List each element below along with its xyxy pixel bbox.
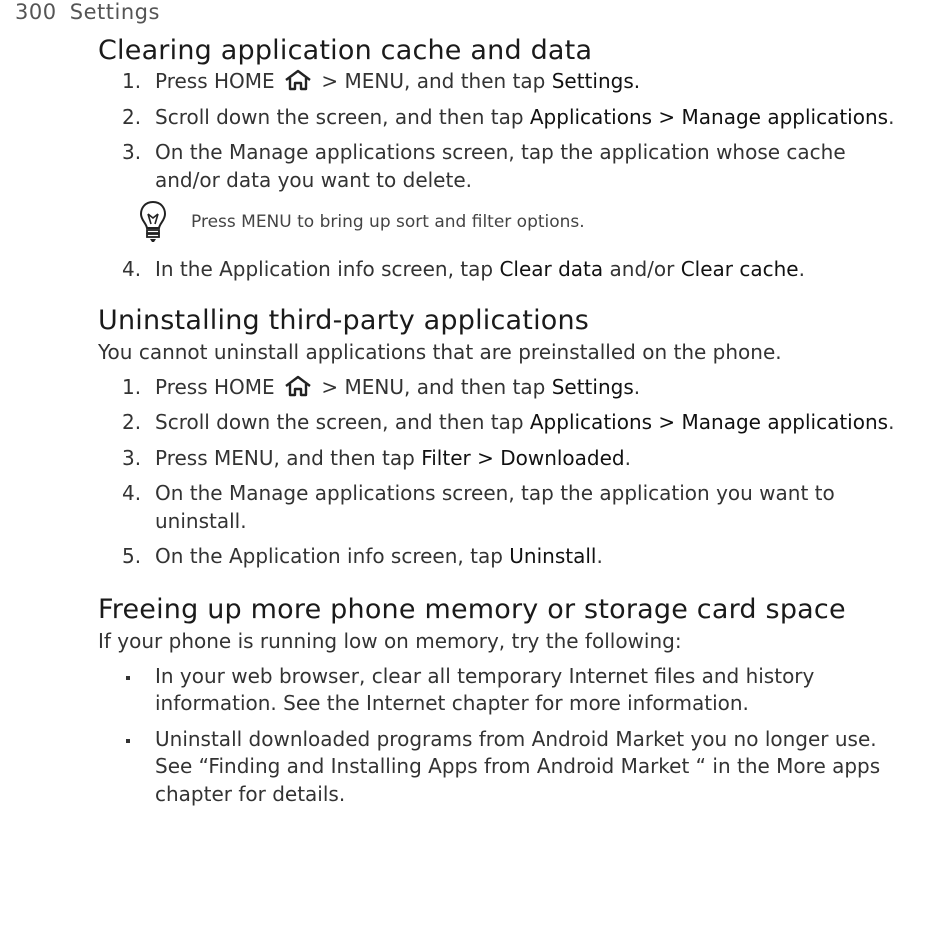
step-text: . (888, 104, 895, 129)
step-text: On the Application info screen, tap (155, 544, 510, 568)
step-number: 4. (122, 257, 142, 281)
step-text: In the Application info screen, tap (155, 257, 500, 281)
step-item (98, 139, 908, 194)
step-text: Press HOME (155, 69, 275, 93)
step-number: 4. (122, 481, 142, 505)
bullet-text: Uninstall downloaded programs from Android Market you no longer use. See “Finding and Installing Apps from Android Market “ in the More apps chapter for details. (155, 726, 881, 806)
step-number: 2. (122, 410, 142, 434)
steps-list-clearing-cache (98, 68, 908, 194)
step-text: and/or (603, 257, 681, 281)
page-number: 300 (15, 0, 57, 24)
ui-term: Applications > Manage applications (529, 410, 889, 434)
step-text: Scroll down the screen, and then tap (155, 104, 530, 129)
bullet-text: In your web browser, clear all temporary Internet files and history information. See the Internet chapter for more information. (155, 663, 815, 715)
step-item (98, 374, 908, 402)
steps-list-clearing-cache-cont (98, 256, 908, 284)
section-intro: You cannot uninstall applications that are preinstalled on the phone. (98, 339, 782, 364)
tip-text: Press MENU to bring up sort and filter options. (191, 212, 585, 232)
bullet-item (98, 726, 908, 809)
steps-list-uninstalling (98, 374, 908, 571)
section-heading-freeing-memory: Freeing up more phone memory or storage card space (98, 593, 846, 625)
step-text: . (624, 445, 631, 470)
step-item (98, 256, 908, 284)
ui-term: Clear data (499, 257, 604, 281)
step-number: 2. (122, 104, 142, 129)
bullets-list-freeing-memory (98, 663, 908, 809)
step-text: . (888, 410, 895, 434)
chapter-title: Settings (69, 0, 160, 24)
bullet-marker (126, 676, 130, 680)
step-text: > MENU, and then tap (315, 374, 552, 399)
bullet-item (98, 663, 908, 718)
step-item (98, 445, 908, 473)
step-item (98, 68, 908, 96)
tip-box (98, 200, 908, 250)
step-number: 3. (122, 140, 142, 164)
step-item (98, 104, 908, 132)
ui-term: Clear cache (680, 257, 799, 281)
step-text: Press HOME (155, 374, 275, 399)
section-heading-clearing-cache: Clearing application cache and data (98, 35, 593, 66)
home-icon (283, 69, 313, 91)
step-text: On the Manage applications screen, tap the application you want to uninstall. (155, 481, 835, 533)
step-number: 3. (122, 445, 142, 470)
bullet-marker (126, 739, 130, 743)
step-text: On the Manage applications screen, tap the application whose cache and/or data you want to delete. (155, 140, 846, 192)
running-head (15, 0, 160, 24)
step-number: 1. (122, 69, 142, 93)
section-heading-uninstalling: Uninstalling third-party applications (98, 304, 590, 336)
step-item (98, 409, 908, 437)
step-text: > MENU, and then tap (315, 69, 552, 93)
step-text: Scroll down the screen, and then tap (155, 410, 530, 434)
step-item (98, 543, 908, 571)
step-number: 1. (122, 374, 142, 399)
step-item (98, 480, 908, 535)
ui-term: Uninstall (509, 544, 597, 568)
page-content (98, 34, 908, 808)
lightbulb-icon (138, 200, 168, 244)
step-text: Press MENU, and then tap (155, 445, 422, 470)
step-text: . (798, 257, 805, 281)
ui-term: Settings (551, 374, 634, 399)
step-number: 5. (122, 544, 142, 568)
ui-term: Settings. (551, 69, 641, 93)
step-text: . (633, 374, 641, 399)
ui-term: Applications > Manage applications (529, 104, 889, 129)
step-text: . (596, 544, 603, 568)
ui-term: Filter > Downloaded (421, 445, 625, 470)
home-icon (283, 375, 313, 397)
section-intro: If your phone is running low on memory, try the following: (98, 628, 682, 653)
